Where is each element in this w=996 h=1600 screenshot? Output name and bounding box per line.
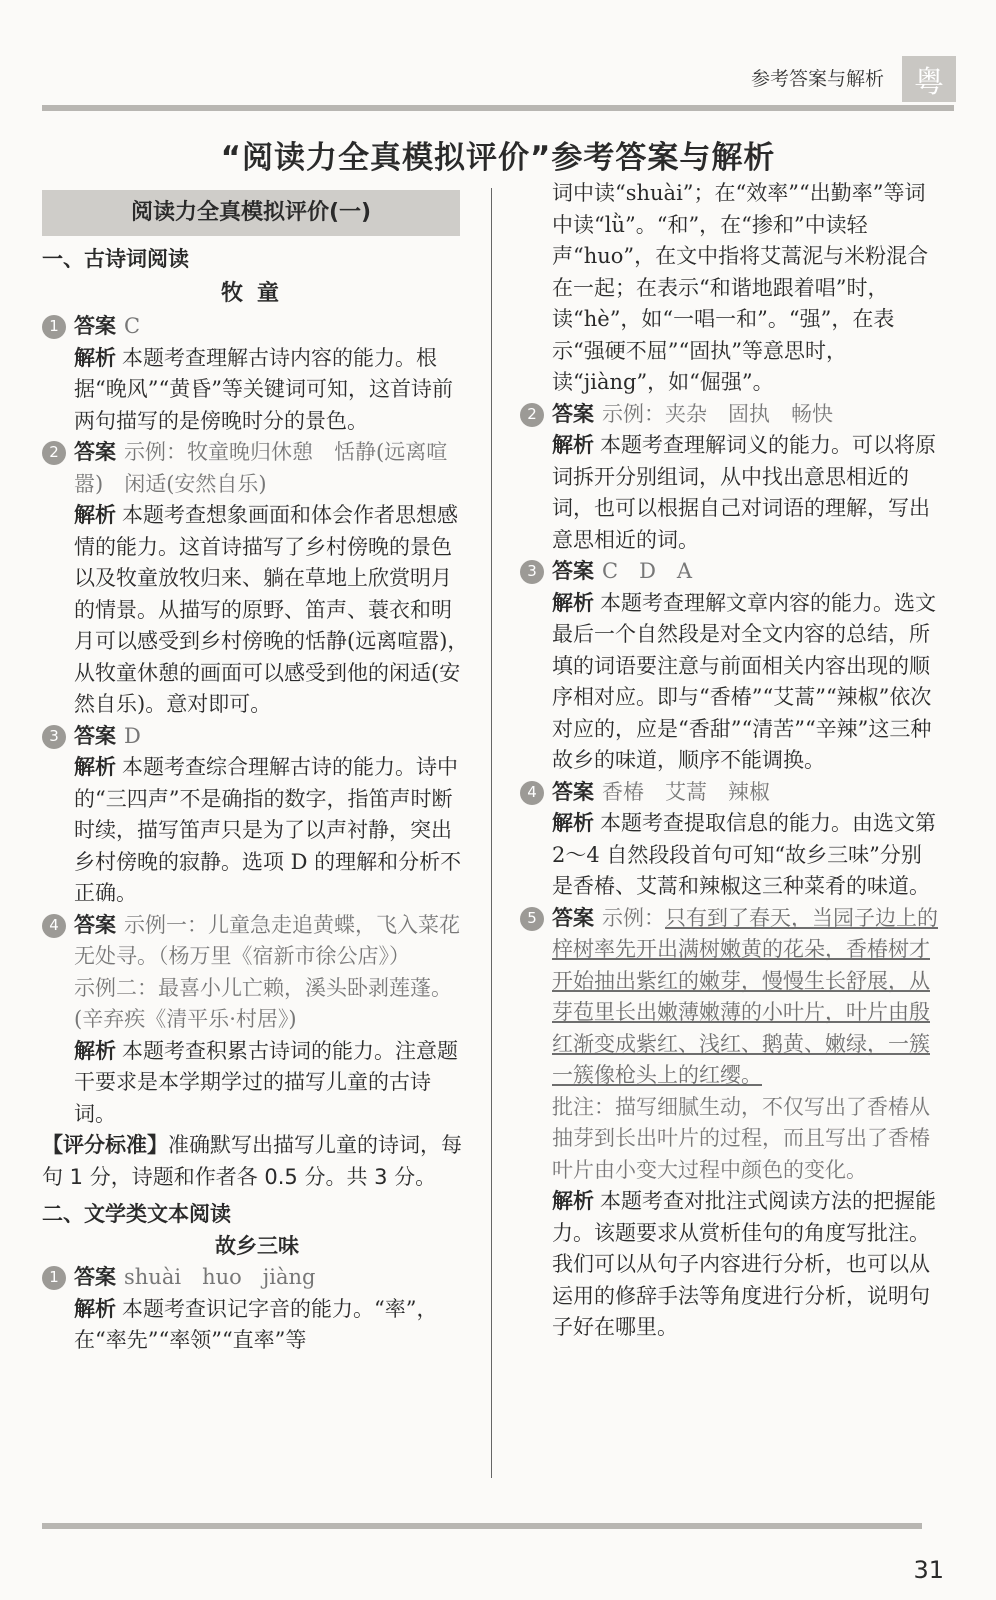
analysis-text: 本题考查综合理解古诗的能力。诗中的“三四声”不是确指的数字，指笛声时断时续，描写笛声只是为了以声衬静，突出乡村傍晚的寂静。选项 D 的理解和分析不正确。 (74, 755, 462, 905)
analysis-label: 解析 (552, 590, 594, 615)
question-2 (42, 437, 472, 721)
analysis-text: 本题考查理解古诗内容的能力。根据“晚风”“黄昏”等关键词可知，这首诗前两句描写的是傍晚时分的景色。 (74, 345, 453, 433)
analysis-text: 本题考查对批注式阅读方法的把握能力。该题要求从赏析佳句的角度写批注。我们可以从句子内容进行分析，也可以从运用的修辞手法等角度进行分析，说明句子好在哪里。 (552, 1189, 936, 1339)
answer-prefix: 示例： (602, 905, 665, 930)
answer-label: 答案 (552, 779, 594, 804)
page-title: “阅读力全真模拟评价”参考答案与解析 (220, 140, 776, 176)
question-r5 (520, 903, 940, 1344)
analysis-label: 解析 (552, 433, 594, 457)
answer-label: 答案 (74, 723, 116, 748)
answer-text-2: 示例二：最喜小儿亡赖，溪头卧剥莲蓬。(辛弃疾《清平乐·村居》) (74, 975, 452, 1031)
analysis-label: 解析 (552, 811, 594, 835)
grading-label: 【评分标准】 (42, 1133, 168, 1157)
question-5 (42, 1262, 472, 1357)
answer-label: 答案 (74, 1265, 116, 1289)
question-r2 (520, 399, 940, 557)
answer-underlined: 只有到了春天，当园子边上的梓树率先开出满树嫩黄的花朵，香椿树才开始抽出紫红的嫩芽，慢慢生长舒展，从芽苞里长出嫩薄嫩薄的小叶片，叶片由殷红渐变成紫红、浅红、鹅黄、嫩绿，一簇一簇像枪头上的红缨。 (552, 905, 938, 1087)
answer-text: 示例一：儿童急走追黄蝶，飞入菜花无处寻。（杨万里《宿新市徐公店》） (74, 912, 460, 968)
answer-label: 答案 (74, 912, 116, 937)
grading-standard (42, 1130, 472, 1193)
grading-text: 准确默写出描写儿童的诗词，每句 1 分，诗题和作者各 0.5 分。共 3 分。 (42, 1133, 462, 1189)
section-heading-poetry: 一、古诗词阅读 (42, 247, 189, 271)
section-heading-literature: 二、文学类文本阅读 (42, 1202, 231, 1226)
analysis-label: 解析 (74, 755, 116, 779)
analysis-text: 本题考查提取信息的能力。由选文第 2～4 自然段段首句可知“故乡三味”分别是香椿、艾蒿和辣椒这三种菜肴的味道。 (552, 811, 936, 898)
question-3 (42, 721, 472, 910)
answer-text: D (124, 723, 141, 748)
analysis-label: 解析 (552, 1189, 594, 1213)
question-number: 3 (520, 560, 544, 584)
question-number: 4 (520, 781, 544, 805)
answer-text: C D A (602, 559, 693, 583)
analysis-text: 本题考查想象画面和体会作者思想感情的能力。这首诗描写了乡村傍晚的景色以及牧童放牧归来、躺在草地上欣赏明月的情景。从描写的原野、笛声、蓑衣和明月可以感受到乡村傍晚的恬静(远离喧嚣)，从牧童休憩的画面可以感受到他的闲适(安然自乐)。意对即可。 (74, 503, 469, 716)
question-number: 2 (42, 441, 66, 465)
question-number: 3 (42, 725, 66, 749)
question-number: 2 (520, 403, 544, 427)
left-column (42, 190, 472, 1357)
story-title: 故乡三味 (215, 1233, 299, 1258)
top-rule (42, 105, 954, 111)
question-r3 (520, 556, 940, 777)
answer-text: 香椿 艾蒿 辣椒 (602, 779, 770, 804)
answer-label: 答案 (74, 314, 116, 338)
right-column (520, 178, 940, 1344)
question-number: 1 (42, 1266, 66, 1290)
answer-label: 答案 (552, 905, 594, 930)
analysis-label: 解析 (74, 345, 116, 370)
section-box: 阅读力全真模拟评价(一) (42, 190, 460, 236)
page-number: 31 (913, 1556, 944, 1584)
answer-label: 答案 (552, 401, 594, 426)
analysis-text: 本题考查理解文章内容的能力。选文最后一个自然段是对全文内容的总结，所填的词语要注意与前面相关内容出现的顺序相对应。即与“香椿”“艾蒿”“辣椒”依次对应的，应是“香甜”“清苦”“辛辣”这三种故乡的味道，顺序不能调换。 (552, 590, 936, 772)
question-r4 (520, 777, 940, 903)
analysis-text: 本题考查理解词义的能力。可以将原词拆开分别组词，从中找出意思相近的词，也可以根据自己对词语的理解，写出意思相近的词。 (552, 433, 936, 552)
answer-label: 答案 (552, 559, 594, 583)
question-1 (42, 311, 472, 437)
header-label: 参考答案与解析 (750, 68, 884, 90)
continued-analysis: 词中读“shuài”；在“效率”“出勤率”等词中读“lǜ”。“和”，在“掺和”中读轻声“huo”，在文中指将艾蒿泥与米粉混合在一起；在表示“和谐地跟着唱”时，读“hè”，如“一唱一和”。“强”，在表示“强硬不屈”“固执”等意思时，读“jiàng”，如“倔强”。 (552, 181, 929, 394)
answer-text: C (124, 314, 141, 338)
annotation-note: 批注：描写细腻生动，不仅写出了香椿从抽芽到长出叶片的过程，而且写出了香椿叶片由小变大过程中颜色的变化。 (552, 1094, 930, 1182)
analysis-label: 解析 (74, 1038, 116, 1063)
question-number: 4 (42, 914, 66, 938)
analysis-text: 本题考查积累古诗词的能力。注意题干要求是本学期学过的描写儿童的古诗词。 (74, 1038, 458, 1126)
analysis-label: 解析 (74, 1296, 116, 1321)
analysis-text: 本题考查识记字音的能力。“率”，在“率先”“率领”“直率”等 (74, 1296, 438, 1352)
answer-label: 答案 (74, 440, 116, 464)
bottom-rule (42, 1523, 922, 1529)
answer-text: 示例：夹杂 固执 畅快 (602, 401, 833, 426)
analysis-label: 解析 (74, 503, 116, 527)
question-4 (42, 910, 472, 1131)
column-divider (491, 188, 492, 1478)
answer-text: shuài huo jiàng (124, 1265, 316, 1289)
header-badge: 粤 (902, 56, 956, 102)
poem-title: 牧童 (220, 280, 293, 306)
answer-text: 示例：牧童晚归休憩 恬静(远离喧嚣) 闲适(安然自乐) (74, 440, 448, 496)
question-number: 5 (520, 907, 544, 931)
question-number: 1 (42, 315, 66, 339)
